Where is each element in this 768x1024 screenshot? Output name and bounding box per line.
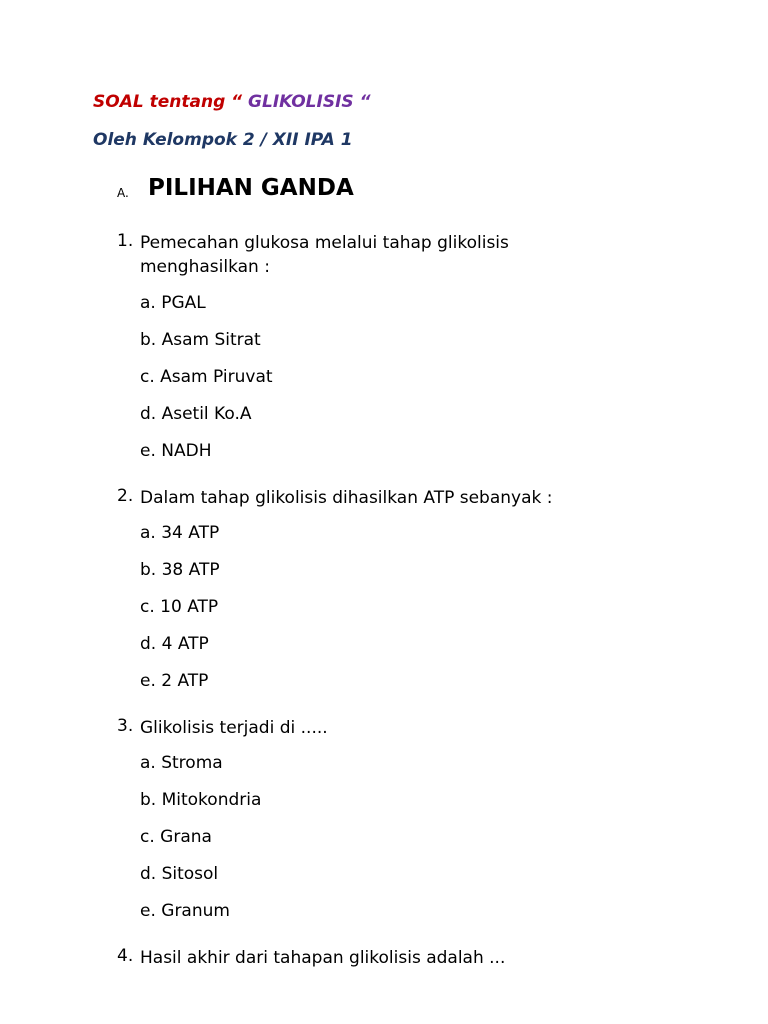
question-4-number: 4. xyxy=(117,946,134,966)
section-marker: A. xyxy=(117,186,129,200)
question-3-option-b: b. Mitokondria xyxy=(140,790,262,810)
question-3-option-c: c. Grana xyxy=(140,827,212,847)
title-prefix: SOAL tentang “ xyxy=(93,92,243,112)
question-1-option-a: a. PGAL xyxy=(140,293,206,313)
question-4-text: Hasil akhir dari tahapan glikolisis adalah ... xyxy=(140,948,506,968)
section-heading: PILIHAN GANDA xyxy=(148,175,354,201)
question-2-option-e: e. 2 ATP xyxy=(140,671,209,691)
title-topic: GLIKOLISIS xyxy=(242,92,360,112)
question-3-option-a: a. Stroma xyxy=(140,753,223,773)
question-2-option-d: d. 4 ATP xyxy=(140,634,209,654)
question-1-number: 1. xyxy=(117,231,134,251)
question-1-option-c: c. Asam Piruvat xyxy=(140,367,273,387)
question-3-number: 3. xyxy=(117,716,134,736)
question-2-option-b: b. 38 ATP xyxy=(140,560,220,580)
question-2-number: 2. xyxy=(117,486,134,506)
question-2-option-a: a. 34 ATP xyxy=(140,523,220,543)
question-3-option-e: e. Granum xyxy=(140,901,230,921)
question-3-text: Glikolisis terjadi di ..... xyxy=(140,718,328,738)
question-1-option-d: d. Asetil Ko.A xyxy=(140,404,252,424)
question-2-text: Dalam tahap glikolisis dihasilkan ATP sebanyak : xyxy=(140,488,553,508)
question-1-option-e: e. NADH xyxy=(140,441,212,461)
question-1-text: Pemecahan glukosa melalui tahap glikolisis menghasilkan : xyxy=(140,233,509,277)
question-2-option-c: c. 10 ATP xyxy=(140,597,219,617)
question-3-option-d: d. Sitosol xyxy=(140,864,219,884)
document-title xyxy=(93,92,371,112)
title-suffix: “ xyxy=(359,92,371,112)
question-1-option-b: b. Asam Sitrat xyxy=(140,330,261,350)
document-subtitle: Oleh Kelompok 2 / XII IPA 1 xyxy=(93,130,353,150)
